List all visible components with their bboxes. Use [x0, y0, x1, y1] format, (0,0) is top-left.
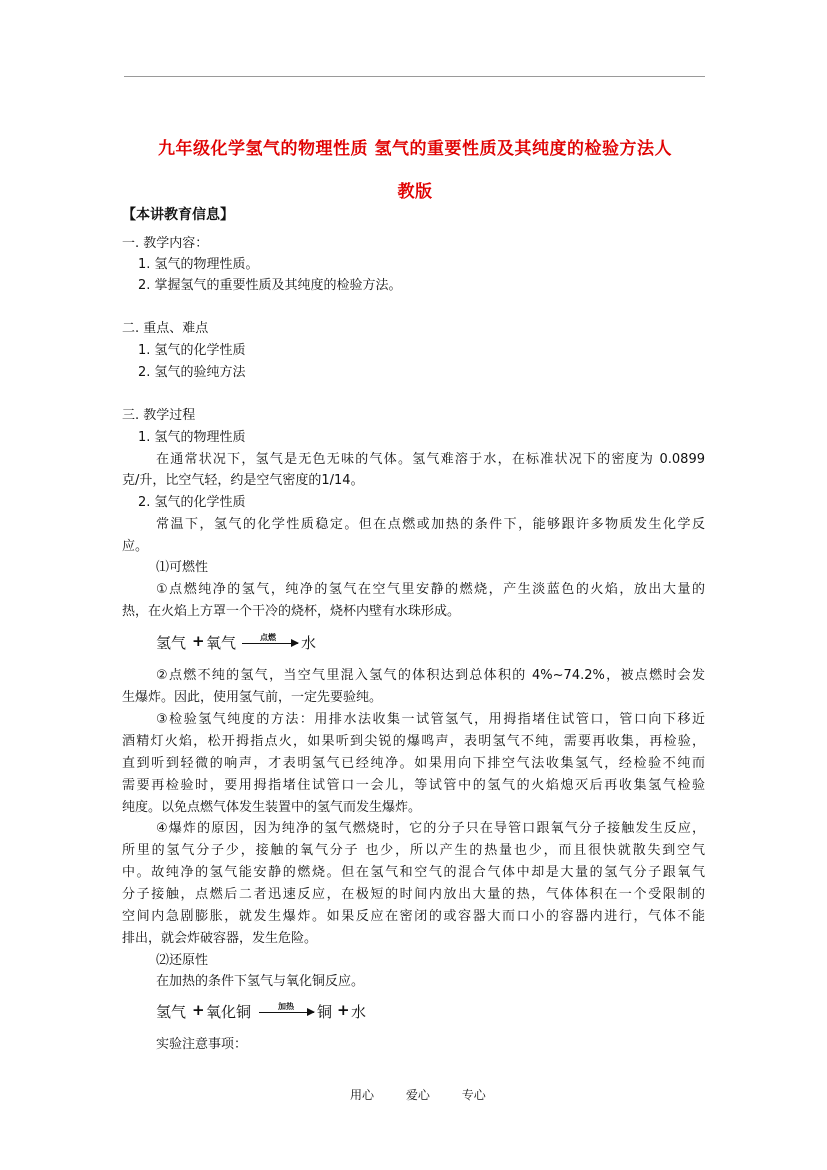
- s1-heading: 一. 教学内容：: [122, 236, 209, 251]
- footer-text-3: 专心: [461, 1088, 486, 1102]
- s2-heading: 二. 重点、难点: [122, 321, 209, 336]
- s2-item-1: 1. 氢气的化学性质: [138, 343, 246, 358]
- eq2-condition: 加热: [278, 1002, 294, 1011]
- eq2-reactant-1: 氢气: [156, 1003, 187, 1021]
- c3-line-5: 纯度。以免点燃气体发生装置中的氢气而发生爆炸。: [122, 800, 422, 815]
- footer-text-2: 爱心: [405, 1088, 430, 1102]
- c3-line-2: 酒精灯火焰，松开拇指点火，如果听到尖锐的爆鸣声，表明氢气不纯，需要再收集，再检验，: [122, 734, 705, 749]
- c4-line-5: 空间内急剧膨胀，就发生爆炸。如果反应在密闭的或容器大而口小的容器内进行，气体不能: [122, 909, 705, 924]
- eq1-condition: 点燃: [260, 633, 276, 642]
- p2-heading: 2. 氢气的化学性质: [138, 495, 246, 510]
- combustibility-heading: ⑴可燃性: [156, 560, 209, 575]
- s1-item-2: 2. 掌握氢气的重要性质及其纯度的检验方法。: [138, 278, 402, 293]
- equation-reduction: [156, 1001, 386, 1025]
- c2-line-2: 生爆炸。因此，使用氢气前，一定先要验纯。: [122, 690, 383, 705]
- notes-heading: 实验注意事项：: [156, 1037, 248, 1052]
- p1-line-2: 克/升，比空气轻，约是空气密度的1/14。: [122, 473, 364, 488]
- eq2-plus-2: +: [337, 1001, 350, 1019]
- eq1-arrow-icon: [242, 643, 298, 644]
- p1-heading: 1. 氢气的物理性质: [138, 430, 246, 445]
- s3-heading: 三. 教学过程: [122, 408, 196, 423]
- header-rule: [124, 76, 705, 77]
- s1-item-1: 1. 氢气的物理性质。: [138, 257, 259, 272]
- c4-line-2: 所里的氢气分子少，接触的氧气分子 也少，所以产生的热量也少，而且很快就散失到空气: [122, 843, 705, 858]
- page-footer: [350, 1086, 514, 1103]
- eq2-arrow-icon: [259, 1012, 314, 1013]
- p2-line-2: 应。: [122, 539, 149, 554]
- c1-line-2: 热，在火焰上方罩一个干冷的烧杯，烧杯内壁有水珠形成。: [122, 604, 461, 619]
- reducibility-heading: ⑵还原性: [156, 953, 209, 968]
- c4-line-3: 中。故纯净的氢气能安静的燃烧。但在氢气和空气的混合气体中却是大量的氢气分子跟氧气: [122, 865, 705, 880]
- p2-line-1: 常温下，氢气的化学性质稳定。但在点燃或加热的条件下，能够跟许多物质发生化学反: [156, 517, 705, 532]
- eq1-reactant-1: 氢气: [156, 634, 187, 652]
- p1-line-1: 在通常状况下，氢气是无色无味的气体。氢气难溶于水，在标准状况下的密度为 0.0899: [156, 452, 705, 467]
- footer-text-1: 用心: [350, 1088, 375, 1102]
- eq1-product: 水: [301, 634, 317, 652]
- eq2-product-1: 铜: [317, 1003, 333, 1021]
- document-title-line-1: 九年级化学氢气的物理性质 氢气的重要性质及其纯度的检验方法人: [158, 139, 672, 159]
- c4-line-1: ④爆炸的原因，因为纯净的氢气燃烧时，它的分子只在导管口跟氧气分子接触发生反应，: [156, 821, 705, 836]
- c4-line-6: 排出，就会炸破容器，发生危险。: [122, 931, 318, 946]
- s2-item-2: 2. 氢气的验纯方法: [138, 365, 246, 380]
- c1-line-1: ①点燃纯净的氢气，纯净的氢气在空气里安静的燃烧，产生淡蓝色的火焰，放出大量的: [156, 582, 705, 597]
- c2-line-1: ②点燃不纯的氢气，当空气里混入氢气的体积达到总体积的 4%~74.2%，被点燃时会发: [156, 668, 705, 683]
- section-header: 【本讲教育信息】: [122, 207, 234, 223]
- eq2-reactant-2: 氧化铜: [206, 1003, 252, 1021]
- equation-combustion: [156, 632, 326, 656]
- eq2-product-2: 水: [351, 1003, 367, 1021]
- c3-line-1: ③检验氢气纯度的方法：用排水法收集一试管氢气，用拇指堵住试管口，管口向下移近: [156, 712, 705, 727]
- eq1-reactant-2: 氧气: [206, 634, 237, 652]
- c4-line-4: 分子接触，点燃后二者迅速反应，在极短的时间内放出大量的热，气体体积在一个受限制的: [122, 887, 705, 902]
- eq2-plus-1: +: [192, 1001, 205, 1019]
- eq1-plus: +: [192, 632, 205, 650]
- document-title-line-2: 教版: [397, 182, 433, 202]
- c3-line-4: 需要再检验时，要用拇指堵住试管口一会儿，等试管中的氢气的火焰熄灭后再收集氢气检验: [122, 778, 705, 793]
- c3-line-3: 直到听到轻微的响声，才表明氢气已经纯净。如果用向下排空气法收集氢气，经检验不纯而: [122, 756, 705, 771]
- reducibility-line-1: 在加热的条件下氢气与氧化铜反应。: [156, 974, 365, 989]
